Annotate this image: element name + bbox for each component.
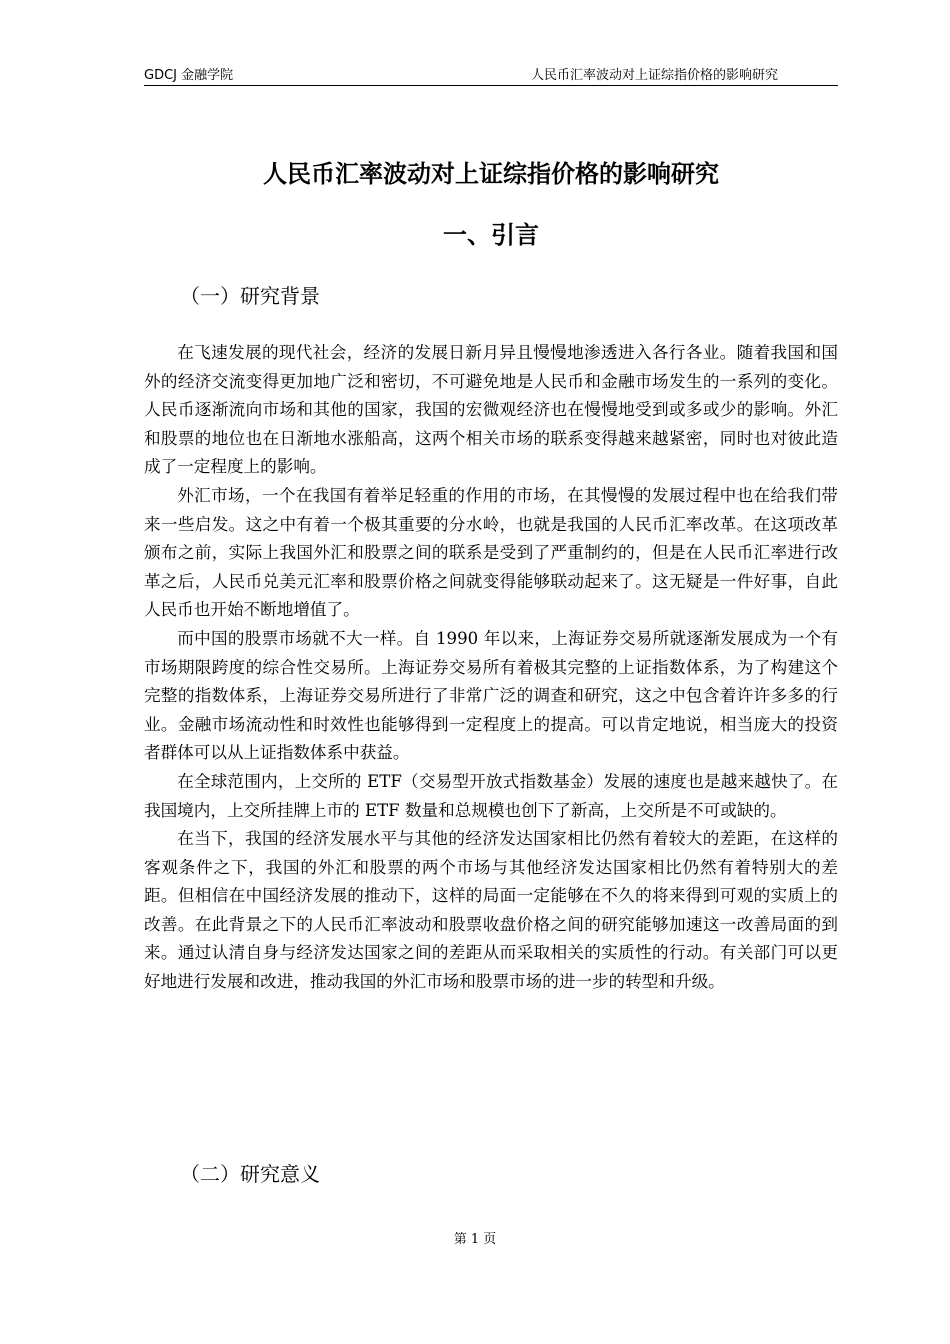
paragraph: 而中国的股票市场就不大一样。自 1990 年以来，上海证券交易所就逐渐发展成为一个有市场期限跨度的综合性交易所。上海证券交易所有着极其完整的上证指数体系，为了构建这个完整的指数体系，上海证券交易所进行了非常广泛的调查和研究，这之中包含着许许多多的行业。金融市场流动性和时效性也能够得到一定程度上的提高。可以肯定地说，相当庞大的投资者群体可以从上证指数体系中获益。 <box>144 628 838 763</box>
section-heading: 一、引言 <box>443 221 539 249</box>
paragraph: 在飞速发展的现代社会，经济的发展日新月异且慢慢地渗透进入各行各业。随着我国和国外的经济交流变得更加地广泛和密切，不可避免地是人民币和金融市场发生的一系列的变化。人民币逐渐流向市场和其他的国家，我国的宏微观经济也在慢慢地受到或多或少的影响。外汇和股票的地位也在日渐地水涨船高，这两个相关市场的联系变得越来越紧密，同时也对彼此造成了一定程度上的影响。 <box>144 343 838 477</box>
subheading-research-significance: （二）研究意义 <box>180 1162 320 1186</box>
body-text <box>144 339 838 997</box>
document-title: 人民币汇率波动对上证综指价格的影响研究 <box>263 160 719 188</box>
header-divider <box>144 85 838 86</box>
paragraph: 在当下，我国的经济发展水平与其他的经济发达国家相比仍然有着较大的差距，在这样的客观条件之下，我国的外汇和股票的两个市场与其他经济发达国家相比仍然有着特别大的差距。但相信在中国经济发展的推动下，这样的局面一定能够在不久的将来得到可观的实质上的改善。在此背景之下的人民币汇率波动和股票收盘价格之间的研究能够加速这一改善局面的到来。通过认清自身与经济发达国家之间的差距从而采取相关的实质性的行动。有关部门可以更好地进行发展和改进，推动我国的外汇市场和股票市场的进一步的转型和升级。 <box>144 829 838 992</box>
page-number: 第 1 页 <box>453 1232 497 1247</box>
running-header-right: 人民币汇率波动对上证综指价格的影响研究 <box>530 68 778 83</box>
subheading-research-background: （一）研究背景 <box>180 284 320 308</box>
paragraph: 外汇市场，一个在我国有着举足轻重的作用的市场，在其慢慢的发展过程中也在给我们带来一些启发。这之中有着一个极其重要的分水岭，也就是我国的人民币汇率改革。在这项改革颁布之前，实际上我国外汇和股票之间的联系是受到了严重制约的，但是在人民币汇率进行改革之后，人民币兑美元汇率和股票价格之间就变得能够联动起来了。这无疑是一件好事，自此人民币也开始不断地增值了。 <box>144 485 838 620</box>
paragraph: 在全球范围内，上交所的 ETF（交易型开放式指数基金）发展的速度也是越来越快了。在我国境内，上交所挂牌上市的 ETF 数量和总规模也创下了新高，上交所是不可或缺的。 <box>144 771 838 820</box>
running-header-left: GDCJ 金融学院 <box>144 68 234 83</box>
